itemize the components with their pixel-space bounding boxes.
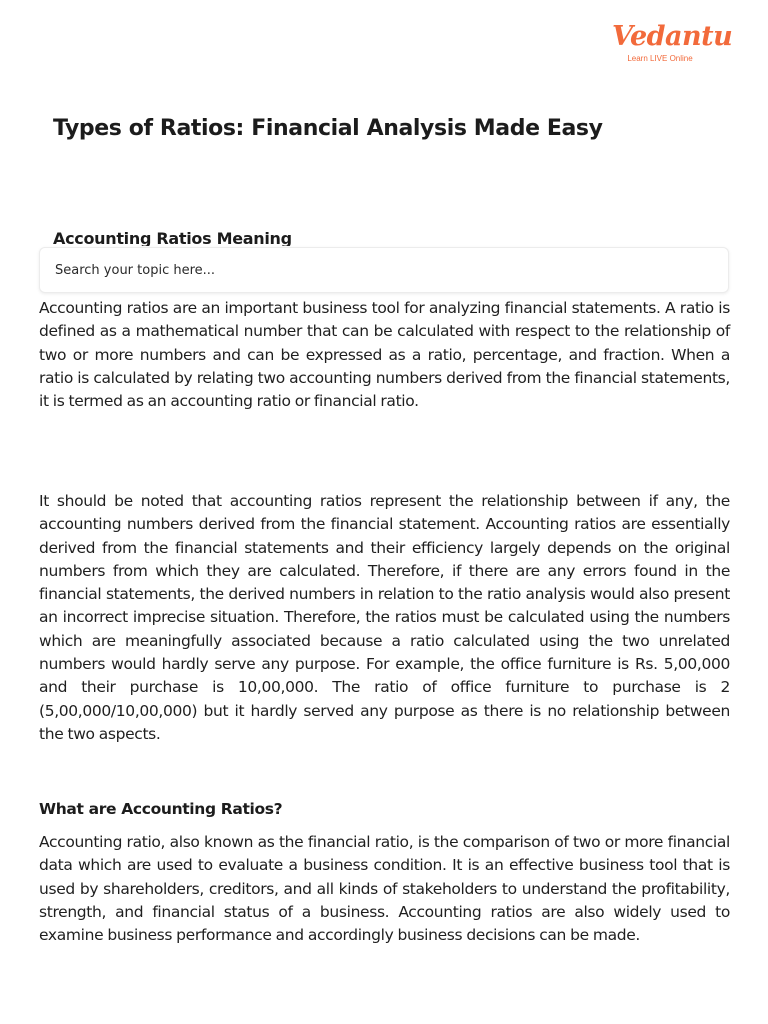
- search-input[interactable]: [55, 248, 713, 292]
- sub-heading-what-are-ratios: What are Accounting Ratios?: [39, 800, 283, 818]
- paragraph-definition: Accounting ratio, also known as the financial ratio, is the comparison of two or more financial data which are used to evaluate a business condition. It is an effective business tool that is used by shareholders, creditors, and all kinds of stakeholders to understand the profitability, strength, and financial status of a business. Accounting ratios are also widely used to examine business performance and accordingly business decisions can be made.: [39, 833, 730, 945]
- vedantu-logo[interactable]: [612, 20, 733, 64]
- section-heading: Accounting Ratios Meaning: [53, 229, 292, 246]
- paragraph-meaning: Accounting ratios are an important business tool for analyzing financial statements. A ratio is defined as a mathematical number that can be calculated with respect to the relationship of two or more numbers and can be expressed as a ratio, percentage, and fraction. When a ratio is calculated by relating two accounting numbers derived from the financial statements, it is termed as an accounting ratio or financial ratio.: [39, 299, 730, 411]
- search-box[interactable]: [39, 247, 729, 293]
- logo-wordmark: Vedantu: [612, 21, 733, 52]
- page-title: Types of Ratios: Financial Analysis Made Easy: [53, 116, 603, 141]
- paragraph-relationship: It should be noted that accounting ratios represent the relationship between if any, the accounting numbers derived from the financial statement. Accounting ratios are essentially derived from the financial statements and their efficiency largely depends on the original numbers from which they are calculated. Therefore, if there are any errors found in the financial statements, the derived numbers in relation to the ratio analysis would also present an incorrect imprecise situation. Therefore, the ratios must be calculated using the numbers which are meaningfully associated because a ratio calculated using the two unrelated numbers would hardly serve any purpose. For example, the office furniture is Rs. 5,00,000 and their purchase is 10,00,000. The ratio of office furniture to purchase is 2 (5,00,000/10,00,000) but it hardly served any purpose as there is no relationship between the two aspects.: [39, 492, 730, 743]
- logo-tagline: Learn LIVE Online: [627, 54, 693, 63]
